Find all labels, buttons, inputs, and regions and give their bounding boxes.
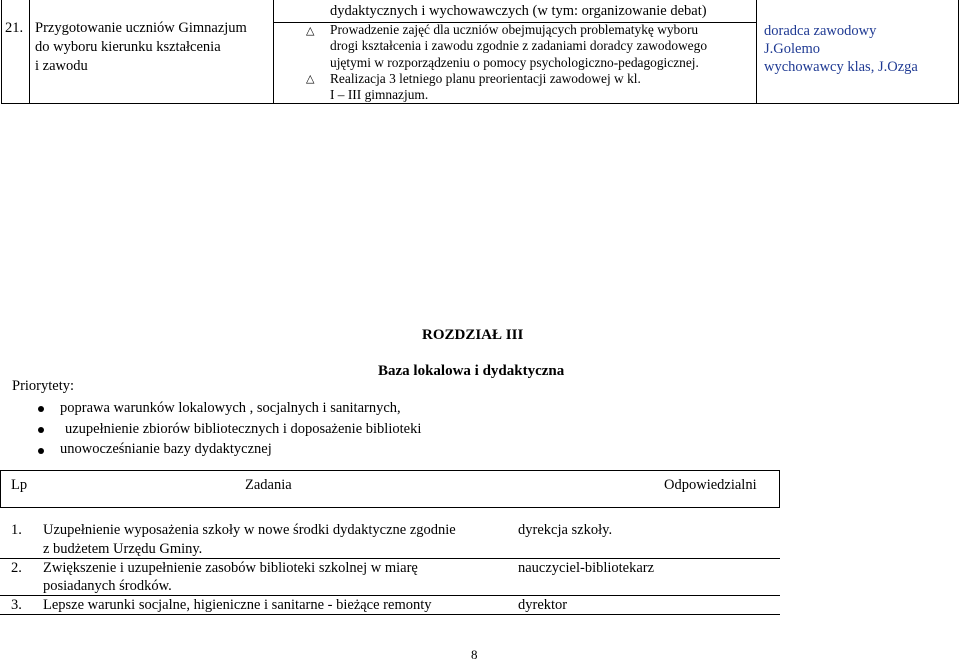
priorities-label: Priorytety: (12, 378, 75, 394)
bullet-line: Realizacja 3 letniego planu preorientacji zawodowej w kl. (330, 71, 641, 86)
row-task-line: Uzupełnienie wyposażenia szkoły w nowe środki dydaktyczne zgodnie (43, 522, 456, 538)
row-divider (0, 595, 780, 596)
row-task-line: posiadanych środków. (43, 578, 172, 594)
chapter-title: ROZDZIAŁ III (422, 327, 524, 343)
table-border-left (1, 0, 2, 104)
table-border-left (0, 470, 1, 508)
task-title-line: do wyboru kierunku kształcenia (35, 39, 221, 55)
row-lp: 3. (11, 597, 22, 613)
triangle-bullet-icon: △ (306, 72, 315, 85)
column-divider (273, 0, 274, 104)
task-description-line: dydaktycznych i wychowawczych (w tym: organizowanie debat) (330, 3, 707, 19)
page-number: 8 (471, 647, 478, 662)
bullet-line: I – III gimnazjum. (330, 87, 429, 102)
row-responsible: dyrekcja szkoły. (518, 522, 613, 538)
row-responsible: nauczyciel-bibliotekarz (518, 560, 655, 576)
priority-item: poprawa warunków lokalowych , socjalnych i sanitarnych, (60, 400, 401, 416)
bullet-dot-icon (38, 406, 44, 412)
table-border-bottom (0, 614, 780, 615)
row-task-line: Zwiększenie i uzupełnienie zasobów biblioteki szkolnej w miarę (43, 560, 418, 576)
bullet-line: drogi kształcenia i zawodu zgodnie z zadaniami doradcy zawodowego (330, 38, 708, 53)
row-task-line: z budżetem Urzędu Gminy. (43, 541, 203, 557)
priority-item: uzupełnienie zbiorów bibliotecznych i doposażenie biblioteki (65, 421, 422, 437)
priority-item: unowocześnianie bazy dydaktycznej (60, 441, 272, 457)
responsible-line: doradca zawodowy (764, 23, 877, 39)
row-divider (0, 558, 780, 559)
header-border-bottom (0, 507, 780, 508)
bullet-dot-icon (38, 448, 44, 454)
bullet-dot-icon (38, 427, 44, 433)
row-responsible: dyrektor (518, 597, 568, 613)
header-responsible: Odpowiedzialni (664, 477, 757, 493)
table-border-right (958, 0, 959, 104)
row-lp: 2. (11, 560, 22, 576)
task-title-line: i zawodu (35, 58, 88, 74)
row-number: 21. (5, 20, 24, 36)
responsible-line: wychowawcy klas, J.Ozga (764, 59, 918, 75)
row-task-line: Lepsze warunki socjalne, higieniczne i sanitarne - bieżące remonty (43, 597, 432, 613)
header-lp: Lp (11, 477, 28, 493)
responsible-line: J.Golemo (764, 41, 820, 57)
row-lp: 1. (11, 522, 22, 538)
column-divider (756, 0, 757, 104)
bullet-line: ujętymi w rozporządzeniu o pomocy psychologiczno-pedagogicznej. (330, 55, 699, 70)
triangle-bullet-icon: △ (306, 24, 315, 37)
table-border-top (0, 470, 780, 471)
task-title-line: Przygotowanie uczniów Gimnazjum (35, 20, 247, 36)
section-subtitle: Baza lokalowa i dydaktyczna (378, 363, 565, 379)
table-border-bottom (1, 103, 959, 104)
bullet-line: Prowadzenie zajęć dla uczniów obejmujących problematykę wyboru (330, 22, 699, 37)
table-border-right (779, 470, 780, 508)
header-tasks: Zadania (245, 477, 292, 493)
column-divider (29, 0, 30, 104)
